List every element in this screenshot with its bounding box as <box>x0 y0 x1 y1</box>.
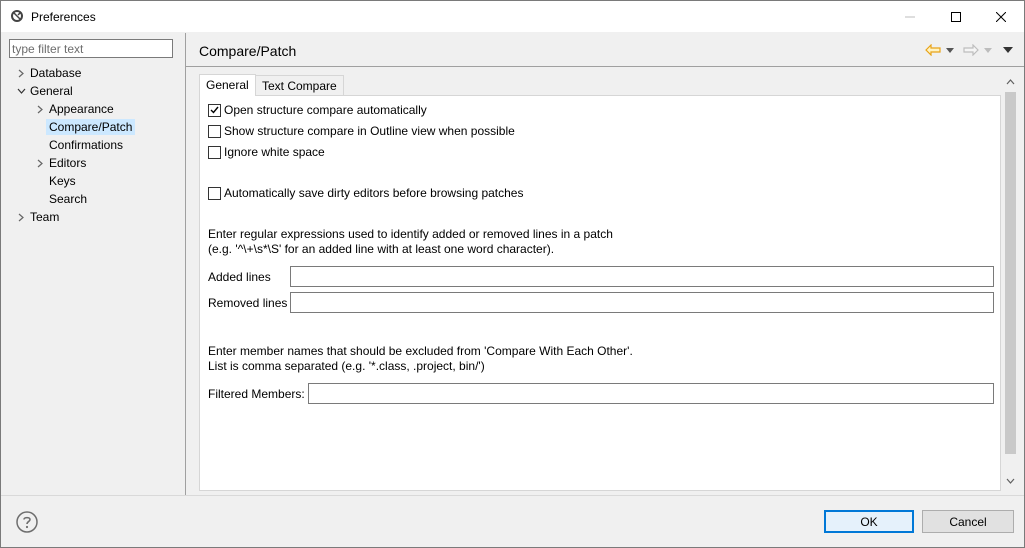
view-menu-button[interactable] <box>1001 44 1015 56</box>
vertical-scrollbar[interactable] <box>1002 74 1019 490</box>
forward-button[interactable] <box>962 42 980 58</box>
ignore-white-space-option[interactable] <box>208 145 325 159</box>
added-lines-label: Added lines <box>208 270 271 284</box>
checkbox[interactable] <box>208 187 221 200</box>
chevron-down-icon[interactable] <box>15 82 27 100</box>
dropdown-arrow-icon <box>984 48 992 53</box>
tree-item-label: Appearance <box>49 102 114 116</box>
tree-item-label: Compare/Patch <box>46 119 135 135</box>
tree-item-editors[interactable] <box>34 154 89 172</box>
maximize-button[interactable] <box>933 1 979 32</box>
checkbox-label: Automatically save dirty editors before browsing patches <box>224 186 524 200</box>
sash-divider[interactable] <box>185 33 186 495</box>
tree-item-search[interactable] <box>46 190 90 208</box>
tree-item-label: Search <box>49 192 88 206</box>
tab-text-compare[interactable]: Text Compare <box>255 75 344 96</box>
checkbox[interactable] <box>208 104 221 117</box>
removed-lines-field[interactable] <box>290 292 994 313</box>
open-structure-compare-option[interactable] <box>208 103 427 117</box>
window-title: Preferences <box>31 10 96 24</box>
forward-history-dropdown[interactable] <box>982 44 994 56</box>
ok-button[interactable]: OK <box>824 510 914 533</box>
general-tab-panel <box>199 95 1001 491</box>
dropdown-arrow-icon <box>946 48 954 53</box>
filter-field[interactable] <box>9 39 173 58</box>
chevron-right-icon[interactable] <box>15 208 27 226</box>
back-history-dropdown[interactable] <box>944 44 956 56</box>
tree-item-appearance[interactable] <box>34 100 117 118</box>
regex-description-line2: (e.g. '^\+\s*\S' for an added line with at least one word character). <box>208 242 555 256</box>
app-icon <box>10 9 24 23</box>
close-button[interactable] <box>978 1 1024 32</box>
checkbox[interactable] <box>208 125 221 138</box>
tree-item-label: Confirmations <box>49 138 124 152</box>
tree-item-team[interactable] <box>15 208 62 226</box>
title-bar <box>1 1 1024 32</box>
removed-lines-label: Removed lines <box>208 296 288 310</box>
tree-item-confirmations[interactable] <box>46 136 126 154</box>
added-lines-field[interactable] <box>290 266 994 287</box>
tree-item-label: General <box>30 84 73 98</box>
page-title: Compare/Patch <box>199 43 297 59</box>
auto-save-dirty-editors-option[interactable] <box>208 186 523 200</box>
menu-arrow-icon <box>1003 47 1013 53</box>
chevron-right-icon[interactable] <box>15 64 27 82</box>
minimize-button[interactable] <box>887 1 933 32</box>
filtered-members-input[interactable] <box>309 384 993 403</box>
back-button[interactable] <box>924 42 942 58</box>
tree-item-label: Team <box>30 210 60 224</box>
checkmark-icon <box>210 106 219 114</box>
filtered-members-label: Filtered Members: <box>208 387 305 401</box>
filter-input[interactable] <box>12 41 170 56</box>
minimize-icon <box>905 12 915 22</box>
show-outline-compare-option[interactable] <box>208 124 515 138</box>
tree-item-keys[interactable] <box>46 172 79 190</box>
checkbox-label: Open structure compare automatically <box>224 103 427 117</box>
added-lines-input[interactable] <box>291 267 993 286</box>
bottom-divider <box>1 495 1024 496</box>
scroll-down-icon[interactable] <box>1006 478 1015 484</box>
back-arrow-icon <box>925 44 941 56</box>
tree-item-label: Database <box>30 66 82 80</box>
checkbox[interactable] <box>208 146 221 159</box>
tree-item-label: Keys <box>49 174 76 188</box>
tree-item-general[interactable] <box>15 82 76 100</box>
filtered-members-field[interactable] <box>308 383 994 404</box>
scrollbar-thumb[interactable] <box>1005 92 1016 454</box>
help-icon[interactable] <box>16 511 38 533</box>
maximize-icon <box>951 12 961 22</box>
tree-item-label: Editors <box>49 156 87 170</box>
tree-item-database[interactable] <box>15 64 84 82</box>
members-description-line2: List is comma separated (e.g. '*.class, .project, bin/') <box>208 359 485 373</box>
header-divider <box>186 66 1024 67</box>
removed-lines-input[interactable] <box>291 293 993 312</box>
checkbox-label: Ignore white space <box>224 145 325 159</box>
page-header <box>186 33 1024 67</box>
tree-item-compare-patch[interactable] <box>46 118 135 136</box>
tab-general[interactable]: General <box>199 74 256 96</box>
forward-arrow-icon <box>963 44 979 56</box>
chevron-right-icon[interactable] <box>34 100 46 118</box>
members-description-line1: Enter member names that should be excluded from 'Compare With Each Other'. <box>208 344 633 358</box>
checkbox-label: Show structure compare in Outline view when possible <box>224 124 515 138</box>
chevron-right-icon[interactable] <box>34 154 46 172</box>
regex-description-line1: Enter regular expressions used to identify added or removed lines in a patch <box>208 227 613 241</box>
cancel-button[interactable]: Cancel <box>922 510 1014 533</box>
scroll-up-icon[interactable] <box>1006 79 1015 85</box>
close-icon <box>996 12 1006 22</box>
